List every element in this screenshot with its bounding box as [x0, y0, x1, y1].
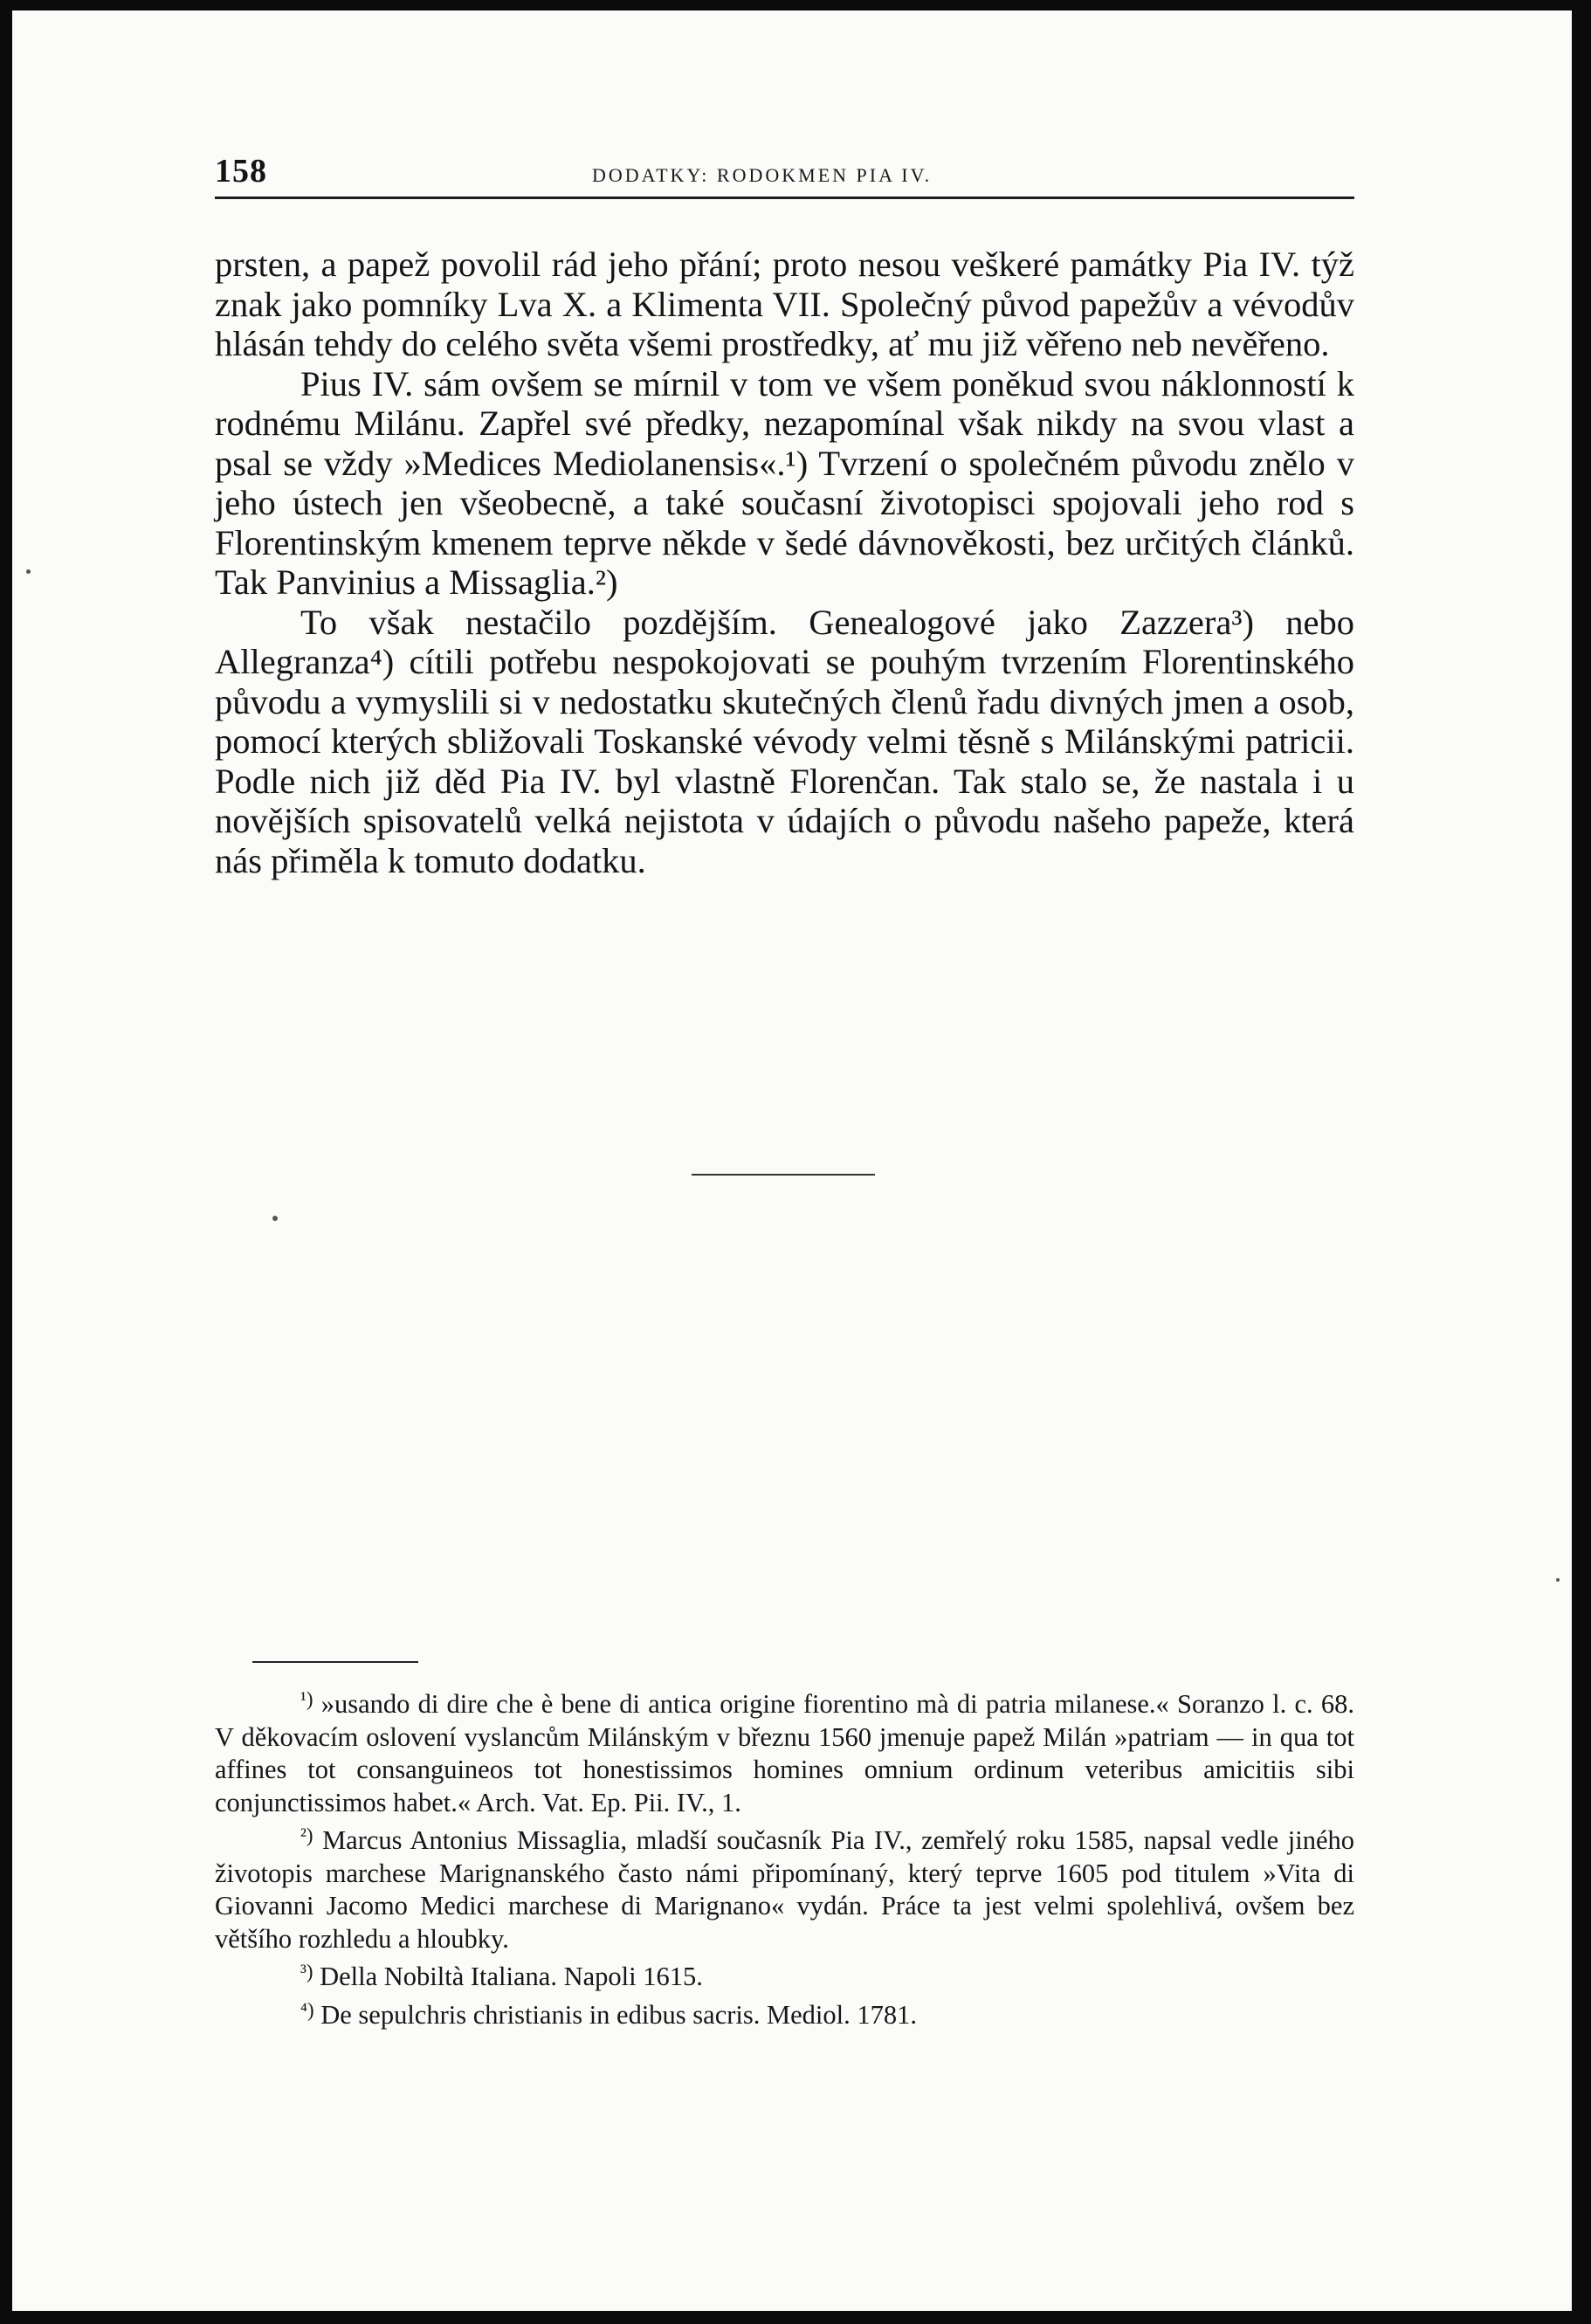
footnote-marker: ²)	[300, 1824, 313, 1846]
running-head: DODATKY: RODOKMEN PIA IV.	[592, 164, 933, 186]
footnote-text: »usando di dire che è bene di antica origine fiorentino mà di patria milanese.« Soranzo l. c. 68. V děkovacím oslovení vyslancům Milánským v březnu 1560 jmenuje papež Milán »patriam — in qua tot affines tot consanguineos tot honestissimos homines omnium ordinum veteribus amicitiis sibi conjunctissimos habet.« Arch. Vat. Ep. Pii. IV., 1.	[215, 1689, 1354, 1817]
footnote-marker: ¹)	[300, 1688, 313, 1710]
header-rule	[215, 197, 1354, 199]
footnote-text: De sepulchris christianis in edibus sacris. Mediol. 1781.	[320, 1999, 917, 2030]
paragraph-3: To však nestačilo pozdějším. Genealogové jako Zazzera³) nebo Allegranza⁴) cítili potřebu nespokojovati se pouhým tvrzením Florentinského původu a vymyslili si v nedostatku skutečných členů řadu divných jmen a osob, pomocí kterých sbližovali Toskanské vévody velmi těsně s Milánskými patricii. Podle nich již děd Pia IV. byl vlastně Florenčan. Tak stalo se, že nastala i u novějších spisovatelů velká nejistota v údajích o původu našeho papeže, která nás přiměla k tomuto dodatku.	[215, 602, 1354, 880]
footnotes	[215, 1683, 1354, 2031]
paragraph-2: Pius IV. sám ovšem se mírnil v tom ve všem poněkud svou náklonností k rodnému Milánu. Zapřel své předky, nezapomínal však nikdy na svou vlast a psal se vždy »Medices Mediolanensis«.¹) Tvrzení o společném původu znělo v jeho ústech jen všeobecně, a také současní životopisci spojovali jeho rod s Florentinským kmenem teprve někde v šedé dávnověkosti, bez určitých článků. Tak Panvinius a Missaglia.²)	[215, 363, 1354, 602]
print-speck	[272, 1216, 278, 1221]
footnote-4	[215, 1994, 1354, 2032]
footnote-separator	[252, 1661, 418, 1663]
footnote-3	[215, 1955, 1354, 1994]
page-header	[215, 150, 1354, 194]
book-page	[12, 10, 1572, 2311]
footnote-text: Della Nobiltà Italiana. Napoli 1615.	[320, 1962, 703, 1991]
footnote-text: Marcus Antonius Missaglia, mladší současník Pia IV., zemřelý roku 1585, napsal vedle jiného životopis marchese Marignanského často námi připomínaný, který teprve 1605 pod titulem »Vita di Giovanni Jacomo Medici marchese di Marignano« vydán. Práce ta jest velmi spolehlivá, ovšem bez většího rozhledu a hloubky.	[215, 1825, 1355, 1954]
section-divider	[692, 1174, 875, 1176]
print-speck	[26, 569, 31, 574]
footnote-2	[215, 1819, 1354, 1955]
footnote-marker: ⁴)	[300, 1998, 314, 2021]
print-speck	[1556, 1578, 1560, 1582]
footnote-marker: ³)	[300, 1961, 313, 1983]
page-number: 158	[215, 153, 267, 190]
footnote-1	[215, 1683, 1354, 1819]
main-text	[215, 245, 1354, 880]
paragraph-1: prsten, a papež povolil rád jeho přání; proto nesou veškeré památky Pia IV. týž znak jako pomníky Lva X. a Klimenta VII. Společný původ papežův a vévodův hlásán tehdy do celého světa všemi prostředky, ať mu již věřeno neb nevěřeno.	[215, 245, 1354, 363]
